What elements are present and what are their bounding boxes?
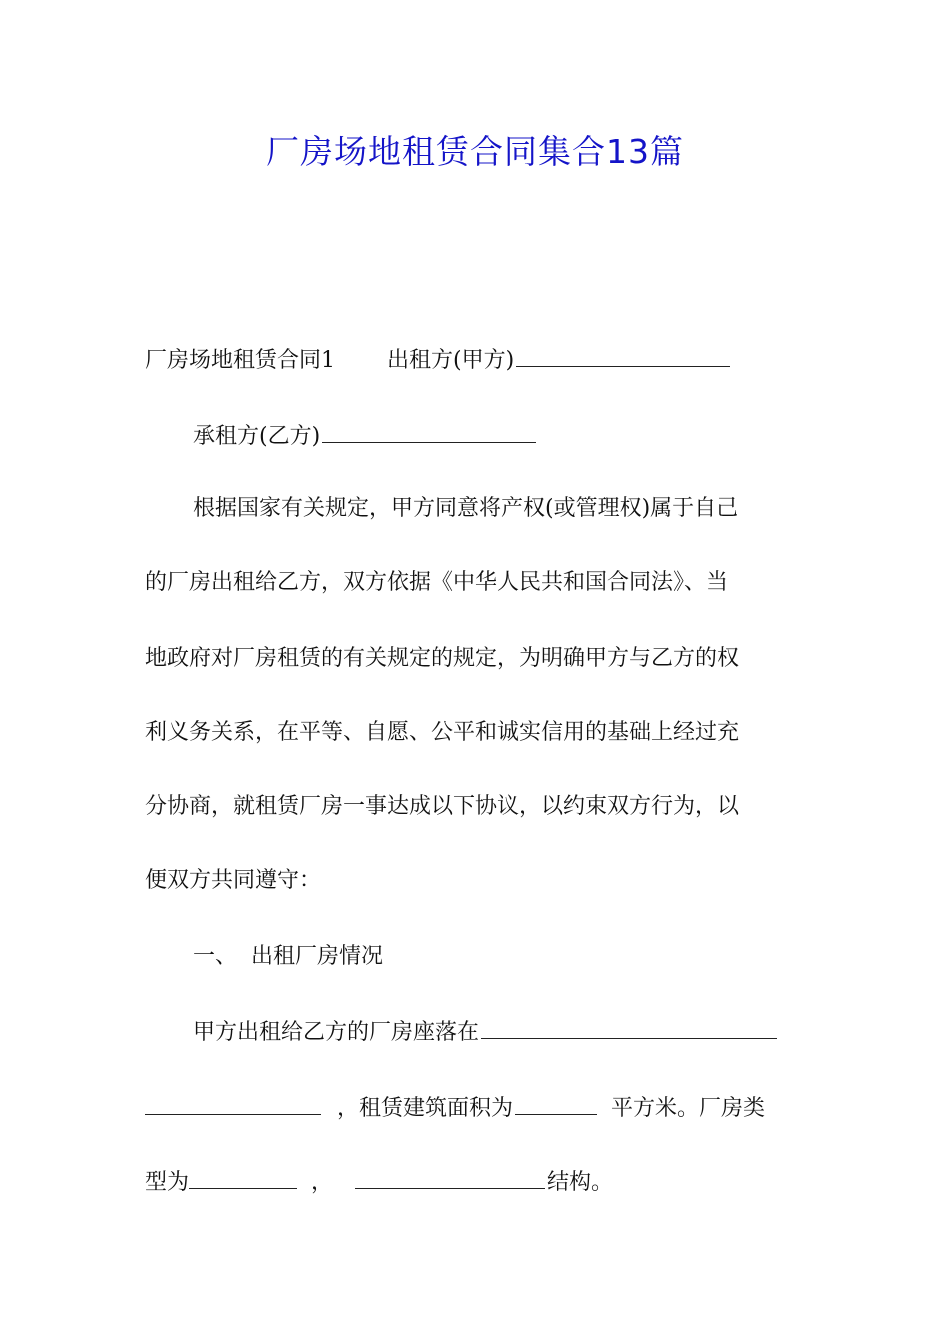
type-line [145, 1166, 613, 1198]
contract-label: 厂房场地租赁合同1 [145, 348, 335, 373]
document-title: 厂房场地租赁合同集合13篇 [266, 132, 684, 171]
intro-line-2: 的厂房出租给乙方，双方依据《中华人民共和国合同法》、当 [145, 570, 729, 595]
intro-line-5: 分协商，就租赁厂房一事达成以下协议，以约束双方行为，以 [145, 794, 740, 819]
location-label: 甲方出租给乙方的厂房座落在 [193, 1020, 480, 1045]
intro-line-1: 根据国家有关规定，甲方同意将产权(或管理权)属于自己 [193, 496, 739, 521]
type-blank [189, 1166, 297, 1189]
structure-blank [355, 1166, 545, 1189]
structure-suffix: 结构。 [547, 1170, 614, 1195]
intro-line-3: 地政府对厂房租赁的有关规定的规定，为明确甲方与乙方的权 [145, 646, 740, 671]
location-line [193, 1016, 779, 1048]
intro-line-4: 利义务关系，在平等、自愿、公平和诚实信用的基础上经过充 [145, 720, 740, 745]
location-blank-continued [145, 1092, 321, 1115]
area-line [145, 1092, 765, 1124]
lessee-blank [322, 420, 536, 443]
lessor-label: 出租方(甲方) [387, 348, 515, 373]
area-blank [515, 1092, 597, 1115]
lessee-line [193, 420, 538, 452]
intro-line-6: 便双方共同遵守： [145, 868, 322, 893]
type-label: 型为 [145, 1170, 190, 1195]
area-unit: 平方米。厂房类 [611, 1096, 766, 1121]
lessor-blank [516, 344, 730, 367]
area-label: ，租赁建筑面积为 [337, 1096, 514, 1121]
type-separator: ， [311, 1170, 334, 1195]
contract-header-line [145, 344, 732, 376]
section-1-heading: 一、 出租厂房情况 [193, 944, 383, 969]
lessee-label: 承租方(乙方) [193, 424, 321, 449]
location-blank [481, 1016, 777, 1039]
